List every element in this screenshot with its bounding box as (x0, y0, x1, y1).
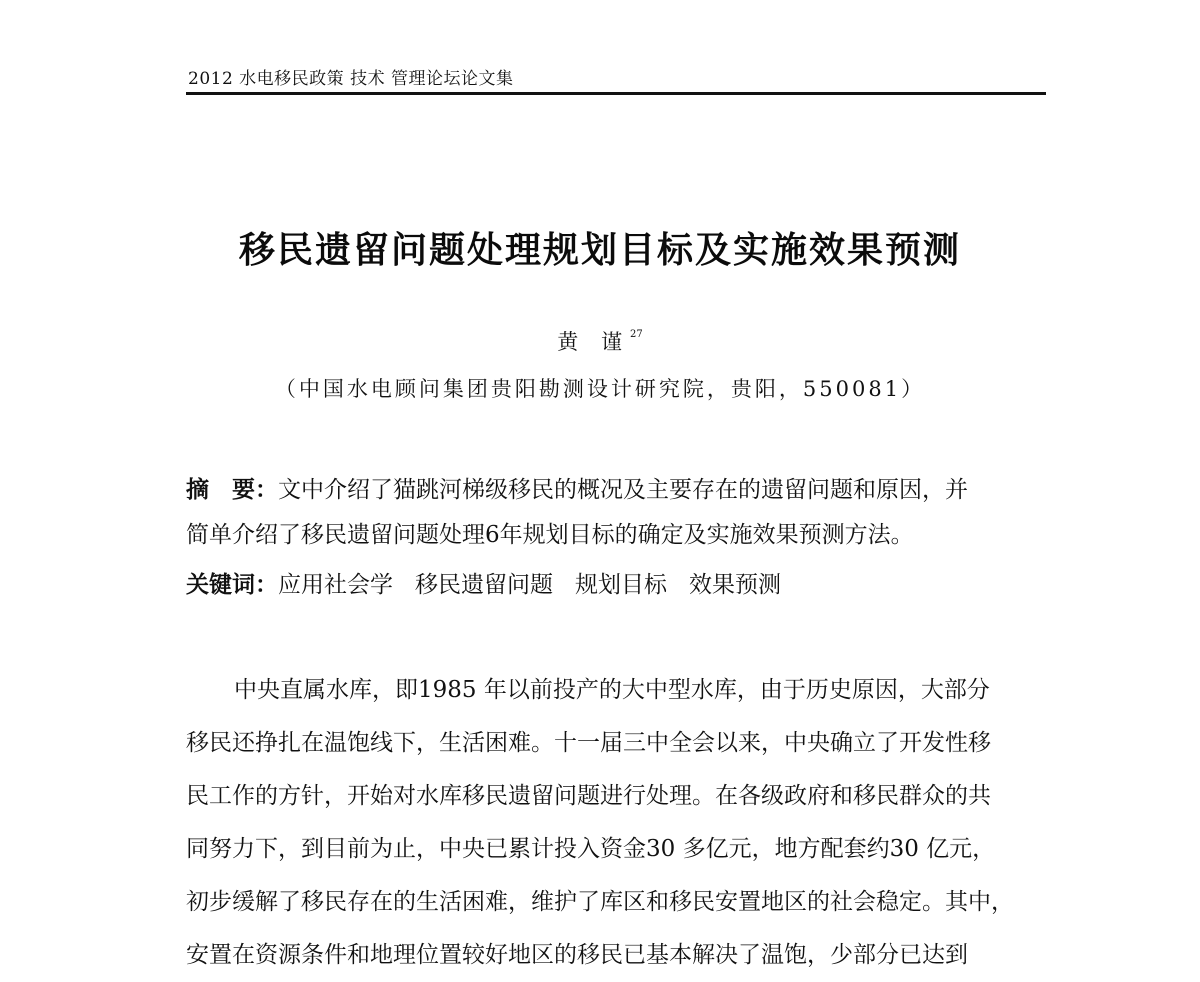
abstract-text-line-1: 文中介绍了猫跳河梯级移民的概况及主要存在的遗留问题和原因，并 (278, 477, 968, 503)
keywords (186, 563, 1046, 608)
keyword: 规划目标 (575, 572, 667, 598)
running-header: 2012 水电移民政策 技术 管理论坛论文集 (188, 69, 514, 89)
keywords-label: 关键词： (186, 572, 278, 598)
body-line: 中央直属水库，即1985 年以前投产的大中型水库，由于历史原因，大部分 (234, 677, 990, 703)
keyword: 移民遗留问题 (415, 572, 553, 598)
header-rule (186, 92, 1046, 95)
body-paragraph (186, 664, 1046, 982)
abstract-label: 摘 要： (186, 477, 278, 503)
keyword: 效果预测 (689, 572, 781, 598)
abstract (186, 468, 1046, 558)
author-footnote-mark: 27 (629, 329, 643, 340)
body-line: 初步缓解了移民存在的生活困难，维护了库区和移民安置地区的社会稳定。其中， (186, 889, 1014, 915)
keyword: 应用社会学 (278, 572, 393, 598)
body-line: 移民还挣扎在温饱线下，生活困难。十一届三中全会以来，中央确立了开发性移 (186, 730, 991, 756)
abstract-text-line-2: 简单介绍了移民遗留问题处理6年规划目标的确定及实施效果预测方法。 (186, 522, 914, 548)
body-line: 同努力下，到目前为止，中央已累计投入资金30 多亿元，地方配套约30 亿元， (186, 836, 996, 862)
author-name: 黄 谨 (557, 330, 630, 354)
author-line (0, 326, 1200, 356)
author-affiliation: （中国水电顾问集团贵阳勘测设计研究院，贵阳，550081） (274, 377, 926, 401)
paper-title: 移民遗留问题处理规划目标及实施效果预测 (238, 230, 961, 271)
body-line: 民工作的方针，开始对水库移民遗留问题进行处理。在各级政府和移民群众的共 (186, 783, 991, 809)
body-line: 安置在资源条件和地理位置较好地区的移民已基本解决了温饱，少部分已达到 (186, 942, 968, 968)
